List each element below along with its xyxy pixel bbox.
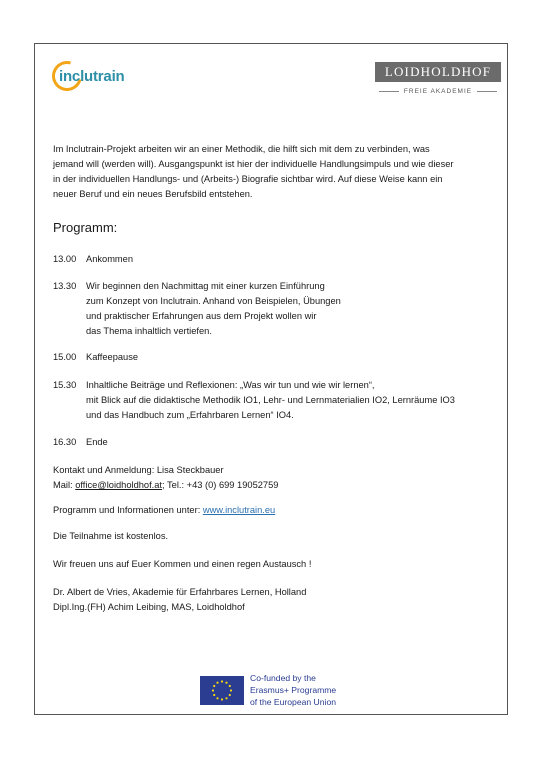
program-text: das Thema inhaltlich vertiefen. — [86, 326, 212, 336]
mail-label: Mail: — [53, 480, 76, 490]
program-text: Ankommen — [86, 254, 134, 264]
program-text: und das Handbuch zum „Erfahrbaren Lernen“ IO4. — [86, 410, 294, 420]
program-time: 16.30 — [53, 437, 77, 447]
contact-block — [53, 463, 278, 493]
program-text: zum Konzept von Inclutrain. Anhand von Beispielen, Übungen — [86, 296, 341, 306]
inclutrain-logo — [52, 61, 152, 97]
signature-line: Dr. Albert de Vries, Akademie für Erfahrbares Lernen, Holland — [53, 587, 307, 597]
loidholdhof-subtitle: FREIE AKADEMIE — [403, 87, 473, 95]
eu-flag-icon — [200, 676, 244, 705]
eu-funding-text — [250, 672, 336, 708]
eu-star-icon — [221, 680, 223, 682]
intro-line: Im Inclutrain-Projekt arbeiten wir an einer Methodik, die hilft sich mit dem zu verbinden, was — [53, 144, 430, 154]
eu-line: of the European Union — [250, 697, 337, 707]
program-time: 15.30 — [53, 380, 77, 390]
program-item — [53, 435, 108, 450]
program-text: Wir beginnen den Nachmittag mit einer kurzen Einführung — [86, 281, 325, 291]
divider — [477, 91, 497, 92]
eu-star-icon — [230, 689, 232, 691]
program-text: Ende — [86, 437, 108, 447]
email-link[interactable]: office@loidholdhof.at — [75, 480, 163, 490]
program-item — [53, 252, 133, 267]
eu-star-icon — [216, 697, 218, 699]
inclutrain-wordmark: inclutrain — [59, 68, 125, 85]
program-text: Inhaltliche Beiträge und Reflexionen: „Was wir tun und wie wir lernen“, — [86, 380, 375, 390]
loidholdhof-subtitle-row — [375, 85, 501, 97]
loidholdhof-title: LOIDHOLDHOF — [375, 62, 501, 82]
eu-star-icon — [221, 698, 223, 700]
eu-star-icon — [213, 685, 215, 687]
eu-star-icon — [213, 694, 215, 696]
info-line — [53, 503, 275, 518]
eu-star-icon — [229, 685, 231, 687]
program-time: 13.30 — [53, 281, 77, 291]
intro-line: in der individuellen Handlungs- und (Arbeits-) Biografie sichtbar wird. Auf diese Weise kann ein — [53, 174, 443, 184]
eu-star-icon — [216, 682, 218, 684]
eu-star-icon — [225, 697, 227, 699]
phone-text: ; Tel.: +43 (0) 699 19052759 — [162, 480, 279, 490]
program-item — [53, 378, 455, 423]
eu-line: Erasmus+ Programme — [250, 685, 337, 695]
program-text: und praktischer Erfahrungen aus dem Projekt wollen wir — [86, 311, 317, 321]
eu-star-icon — [229, 694, 231, 696]
intro-paragraph — [53, 142, 454, 202]
signature-line: Dipl.Ing.(FH) Achim Leibing, MAS, Loidholdhof — [53, 602, 245, 612]
program-item — [53, 279, 341, 339]
divider — [379, 91, 399, 92]
contact-mail-line — [53, 478, 278, 493]
eu-line: Co-funded by the — [250, 673, 316, 683]
program-time: 15.00 — [53, 352, 77, 362]
signatures — [53, 585, 306, 615]
loidholdhof-logo — [375, 62, 501, 97]
intro-line: neuer Beruf und ein neues Berufsbild entstehen. — [53, 189, 253, 199]
website-link[interactable]: www.inclutrain.eu — [202, 505, 276, 515]
intro-line: jemand will (werden will). Ausgangspunkt ist hier der individuelle Handlungsimpuls und wie dieser — [53, 159, 454, 169]
contact-person: Kontakt und Anmeldung: Lisa Steckbauer — [53, 465, 224, 475]
program-heading: Programm: — [53, 220, 118, 235]
program-text: mit Blick auf die didaktische Methodik IO1, Lehr- und Lernmaterialien IO2, Lernräume IO3 — [86, 395, 455, 405]
program-time: 13.00 — [53, 254, 77, 264]
eu-star-icon — [225, 682, 227, 684]
welcome-note: Wir freuen uns auf Euer Kommen und einen regen Austausch ! — [53, 559, 312, 569]
eu-star-icon — [212, 689, 214, 691]
program-text: Kaffeepause — [86, 352, 139, 362]
free-note: Die Teilnahme ist kostenlos. — [53, 531, 169, 541]
program-item — [53, 350, 138, 365]
info-label: Programm und Informationen unter: — [53, 505, 203, 515]
